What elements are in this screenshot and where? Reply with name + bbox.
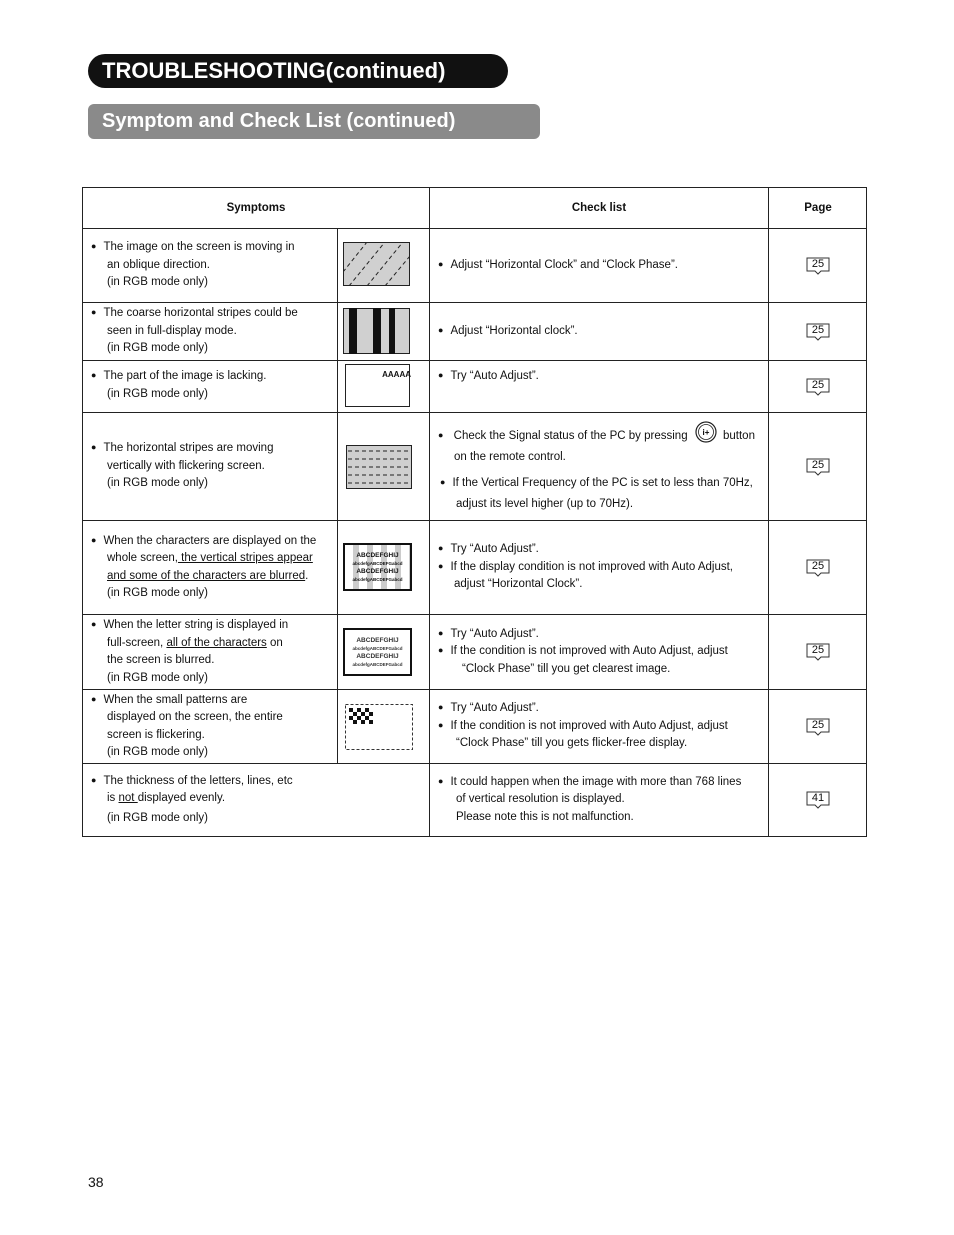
header-symptoms: Symptoms — [226, 202, 286, 214]
check-cell: ● Adjust “Horizontal clock”. — [430, 303, 768, 360]
symptom-cell: ● When the characters are displayed on the whole screen, the vertical stripes appear and some of the characters are blurred. (in RGB mode only) — [83, 521, 337, 614]
check-cell: ● Try “Auto Adjust”. ● If the display condition is not improved with Auto Adjust, adjust “Horizontal Clock”. — [430, 521, 768, 614]
svg-text:i+: i+ — [702, 428, 710, 437]
symptom-cell: ● The horizontal stripes are moving vertically with flickering screen. (in RGB mode only) — [83, 413, 337, 520]
table-row — [83, 689, 866, 763]
check-cell: ● Try “Auto Adjust”. — [430, 361, 768, 412]
page-ref[interactable] — [769, 764, 867, 836]
book-page-icon: 25 — [806, 458, 830, 476]
book-page-icon: 25 — [806, 559, 830, 577]
symptom-cell: ● The thickness of the letters, lines, etc is not displayed evenly. (in RGB mode only) — [83, 764, 429, 836]
blurred-string-image-icon: ABCDEFGHIJ abcdefgABCDEFGabcd ABCDEFGHIJ abcdefgABCDEFGabcd — [343, 628, 412, 676]
page-ref[interactable] — [769, 690, 867, 763]
checker-pattern-image-icon — [345, 704, 413, 750]
page-ref[interactable] — [769, 303, 867, 360]
info-button-icon — [694, 420, 718, 444]
symptom-cell: ● When the small patterns are displayed on the screen, the entire screen is flickering. (in RGB mode only) — [83, 690, 337, 763]
book-page-icon: 41 — [806, 791, 830, 809]
book-page-icon: 25 — [806, 378, 830, 396]
header-check-list: Check list — [571, 202, 627, 214]
check-cell: ● Check the Signal status of the PC by pressing i+ button on the remote control. ● If the Vertical Frequency of the PC is set to less than 70Hz, adjust its level higher (up to 70Hz). — [430, 413, 768, 520]
section-subtitle: Symptom and Check List (continued) — [88, 104, 540, 139]
symptom-cell: ● When the letter string is displayed in full-screen, all of the characters on the screen is blurred. (in RGB mode only) — [83, 615, 337, 689]
book-page-icon: 25 — [806, 643, 830, 661]
book-page-icon: 25 — [806, 718, 830, 736]
table-header-row — [83, 188, 866, 228]
table-row — [83, 360, 866, 412]
check-cell: ● Try “Auto Adjust”. ● If the condition is not improved with Auto Adjust, adjust “Clock Phase” till you get clearest image. — [430, 615, 768, 689]
check-cell: ● Adjust “Horizontal Clock” and “Clock Phase”. — [430, 229, 768, 302]
check-cell: ● Try “Auto Adjust”. ● If the condition is not improved with Auto Adjust, adjust “Clock Phase” till you gets flicker-free display. — [430, 690, 768, 763]
page-ref[interactable] — [769, 615, 867, 689]
page-ref[interactable] — [769, 229, 867, 302]
vertical-stripes-image-icon — [343, 308, 410, 354]
symptom-cell: ● The image on the screen is moving in an oblique direction. (in RGB mode only) — [83, 229, 337, 302]
table-row — [83, 302, 866, 360]
symptom-table — [82, 187, 867, 837]
table-row — [83, 614, 866, 689]
table-row — [83, 412, 866, 520]
page-ref[interactable] — [769, 361, 867, 412]
table-row — [83, 228, 866, 302]
oblique-moving-image-icon — [343, 242, 410, 286]
book-page-icon: 25 — [806, 323, 830, 341]
page-number: 38 — [88, 1174, 104, 1190]
page-ref[interactable] — [769, 413, 867, 520]
page-ref[interactable] — [769, 521, 867, 614]
header-page: Page — [804, 202, 832, 214]
page-title: TROUBLESHOOTING(continued) — [88, 54, 508, 88]
check-cell: ● It could happen when the image with more than 768 lines of vertical resolution is displayed. Please note this is not malfunction. — [430, 764, 768, 836]
lacking-image-icon: AAAAA — [345, 364, 410, 407]
blurred-characters-image-icon: ABCDEFGHIJ abcdefgABCDEFGabcd ABCDEFGHIJ abcdefgABCDEFGabcd — [343, 543, 412, 591]
horizontal-dashed-stripes-icon — [346, 445, 412, 489]
symptom-cell: ● The part of the image is lacking. (in RGB mode only) — [83, 361, 337, 412]
symptom-cell: ● The coarse horizontal stripes could be seen in full-display mode. (in RGB mode only) — [83, 303, 337, 360]
table-row — [83, 520, 866, 614]
book-page-icon: 25 — [806, 257, 830, 275]
table-row — [83, 763, 866, 836]
